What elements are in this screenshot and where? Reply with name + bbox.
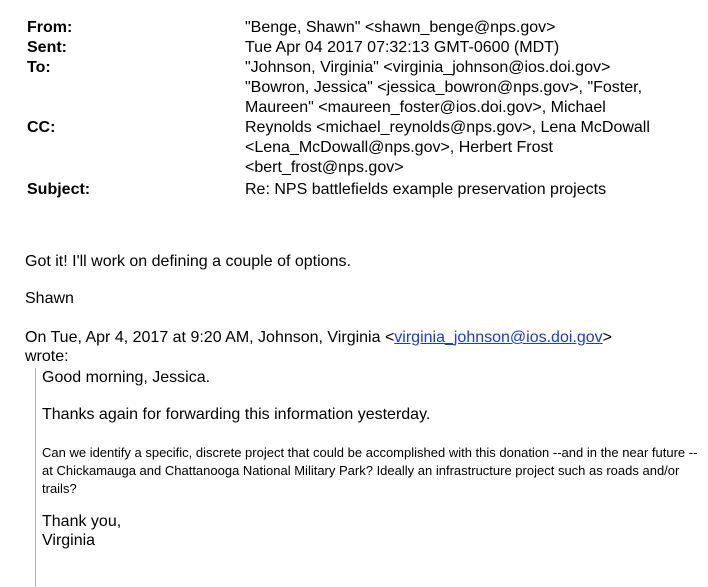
quote-bar [35,368,36,587]
subject-row [27,178,687,200]
quoted-question: Can we identify a specific, discrete project that could be accomplished with this donation --and in the near future -- at Chickamauga and Chattanooga National Military Park? Ideally an infrastructure project such as roads and/or trails? [42,445,698,496]
cc-row [27,78,687,178]
quoted-closing: Thank you, [42,513,122,530]
quoted-greeting: Good morning, Jessica. [42,369,211,386]
sent-value: Tue Apr 04 2017 07:32:13 GMT-0600 (MDT) [245,39,560,56]
quote-intro-wrote: wrote: [25,348,69,365]
quote-intro-suffix: > [602,329,612,346]
cc-line: Maureen" <maureen_foster@ios.doi.gov>, Michael [245,99,606,116]
from-row [27,18,687,38]
reply-text: Got it! I'll work on defining a couple of options. [25,253,351,270]
reply-signature: Shawn [25,290,74,307]
quoted-name: Virginia [42,532,96,549]
cc-line: Reynolds <michael_reynolds@nps.gov>, Lena McDowall [245,119,650,136]
subject-label: Subject: [27,181,91,198]
cc-value [245,78,687,178]
cc-line: <bert_frost@nps.gov> [245,159,404,176]
quote-intro-email-link[interactable]: virginia_johnson@ios.doi.gov [394,329,603,346]
from-label: From: [27,19,73,36]
to-row [27,58,687,78]
sent-label: Sent: [27,39,67,56]
cc-line: "Bowron, Jessica" <jessica_bowron@nps.gov>, "Foster, [245,79,643,96]
to-label: To: [27,59,51,76]
quoted-thanks: Thanks again for forwarding this information yesterday. [42,406,431,423]
from-value: "Benge, Shawn" <shawn_benge@nps.gov> [245,19,556,36]
to-value: "Johnson, Virginia" <virginia_johnson@ios.doi.gov> [245,59,611,76]
subject-value: Re: NPS battlefields example preservation projects [245,181,607,198]
quote-intro [25,328,612,348]
cc-line: <Lena_McDowall@nps.gov>, Herbert Frost [245,139,553,156]
sent-row [27,38,687,58]
cc-label: CC: [27,119,56,136]
email-header [27,18,687,200]
quote-intro-prefix: On Tue, Apr 4, 2017 at 9:20 AM, Johnson, Virginia < [25,329,395,346]
